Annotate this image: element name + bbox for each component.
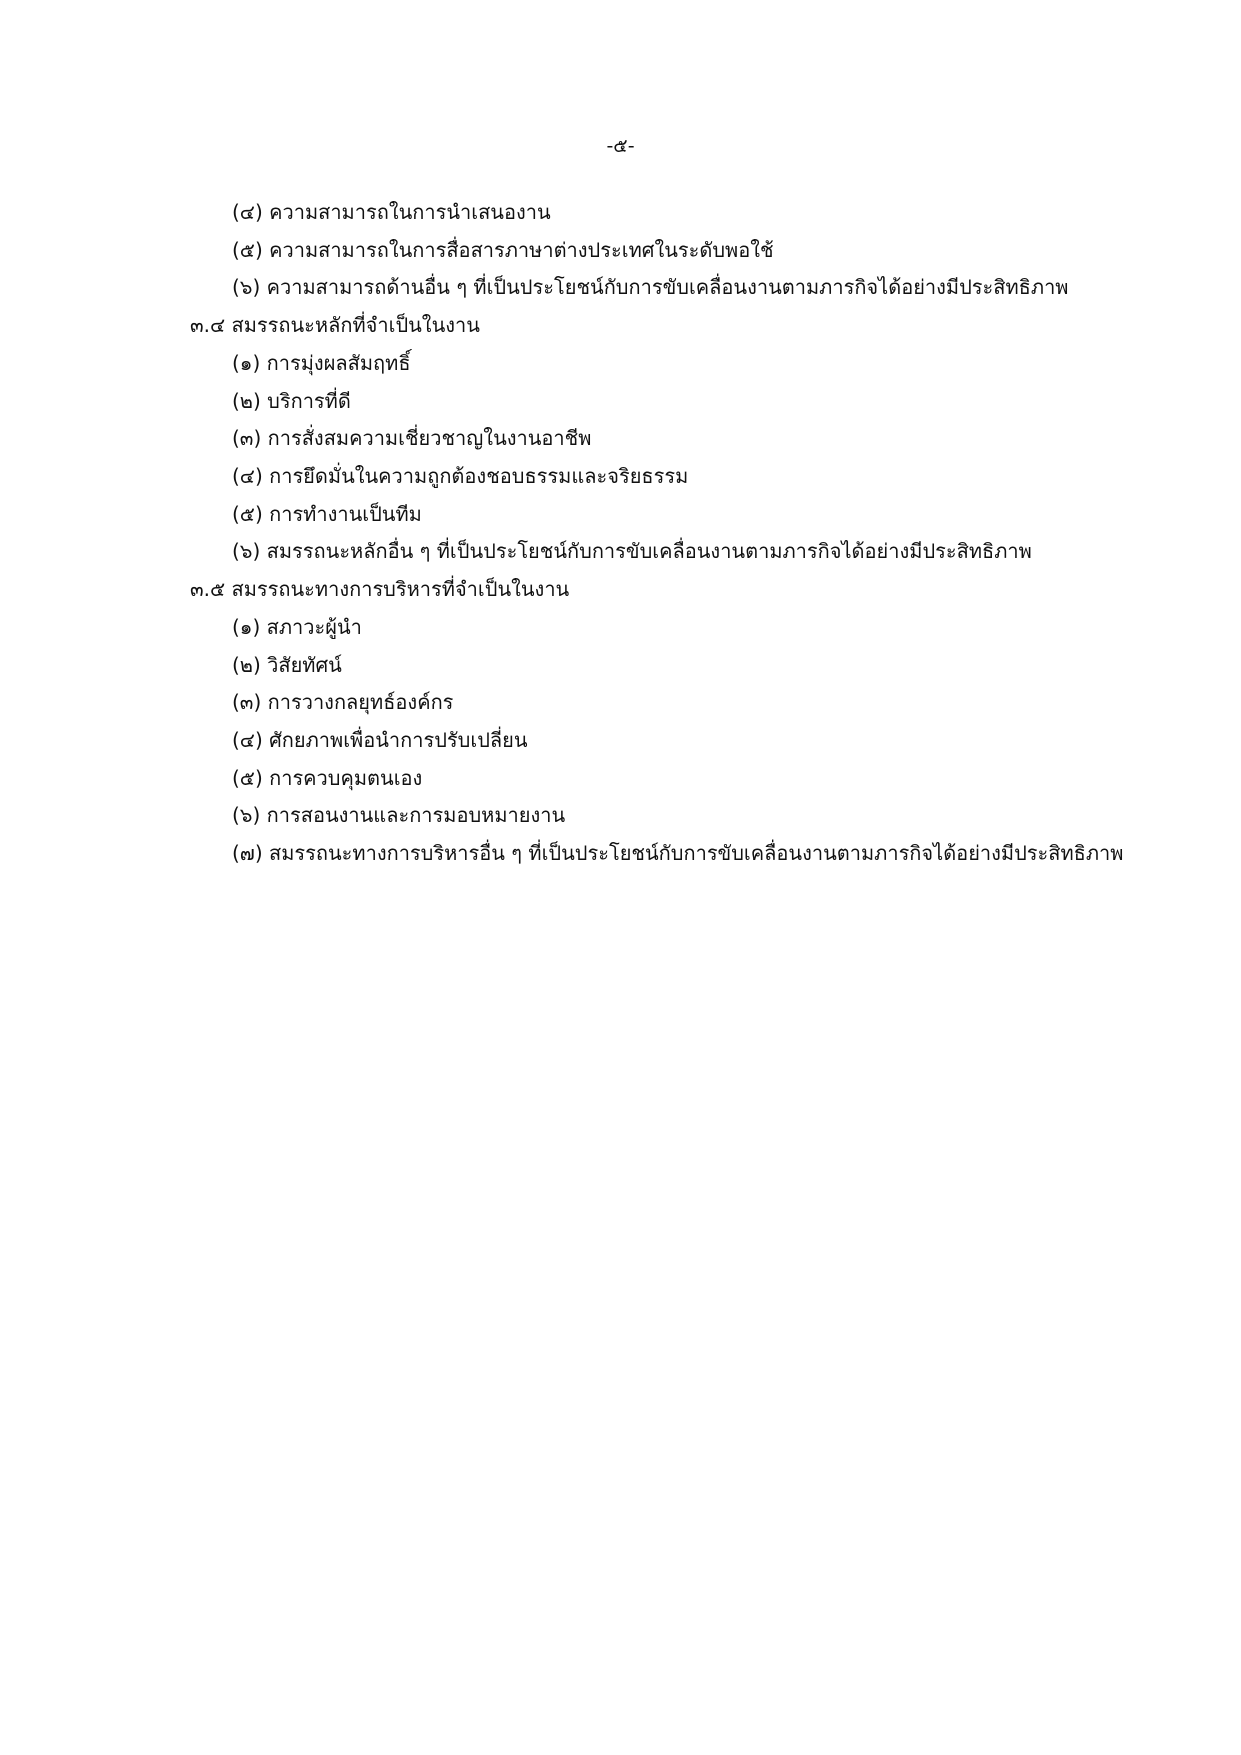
section-heading-3-5: ๓.๕ สมรรถนะทางการบริหารที่จำเป็นในงาน [190, 577, 570, 601]
list-item-3-5-7: (๗) สมรรถนะทางการบริหารอื่น ๆ ที่เป็นประโยชน์กับการขับเคลื่อนงานตามภารกิจได้อย่างมีประสิทธิภาพ [232, 841, 1124, 865]
list-item-3-5-2: (๒) วิสัยทัศน์ [232, 653, 342, 677]
list-item-3-5-5: (๕) การควบคุมตนเอง [232, 766, 423, 790]
list-item-3-5-4: (๔) ศักยภาพเพื่อนำการปรับเปลี่ยน [232, 728, 528, 752]
list-item-3-4-6: (๖) สมรรถนะหลักอื่น ๆ ที่เป็นประโยชน์กับการขับเคลื่อนงานตามภารกิจได้อย่างมีประสิทธิภาพ [232, 539, 1032, 563]
list-item-3-4-3: (๓) การสั่งสมความเชี่ยวชาญในงานอาชีพ [232, 426, 592, 450]
list-item-3-4-2: (๒) บริการที่ดี [232, 389, 351, 413]
list-item-3-3-4: (๔) ความสามารถในการนำเสนองาน [232, 200, 551, 224]
list-item-3-3-5: (๕) ความสามารถในการสื่อสารภาษาต่างประเทศในระดับพอใช้ [232, 238, 774, 262]
page-number: -๕- [606, 135, 635, 157]
list-item-3-4-1: (๑) การมุ่งผลสัมฤทธิ์ [232, 351, 411, 375]
list-item-3-5-3: (๓) การวางกลยุทธ์องค์กร [232, 690, 454, 714]
list-item-3-4-5: (๕) การทำงานเป็นทีม [232, 502, 422, 526]
list-item-3-3-6: (๖) ความสามารถด้านอื่น ๆ ที่เป็นประโยชน์กับการขับเคลื่อนงานตามภารกิจได้อย่างมีประสิทธิภาพ [232, 275, 1069, 299]
list-item-3-5-6: (๖) การสอนงานและการมอบหมายงาน [232, 803, 566, 827]
list-item-3-5-1: (๑) สภาวะผู้นำ [232, 615, 362, 639]
list-item-3-4-4: (๔) การยึดมั่นในความถูกต้องชอบธรรมและจริยธรรม [232, 464, 689, 488]
section-heading-3-4: ๓.๔ สมรรถนะหลักที่จำเป็นในงาน [190, 313, 480, 337]
